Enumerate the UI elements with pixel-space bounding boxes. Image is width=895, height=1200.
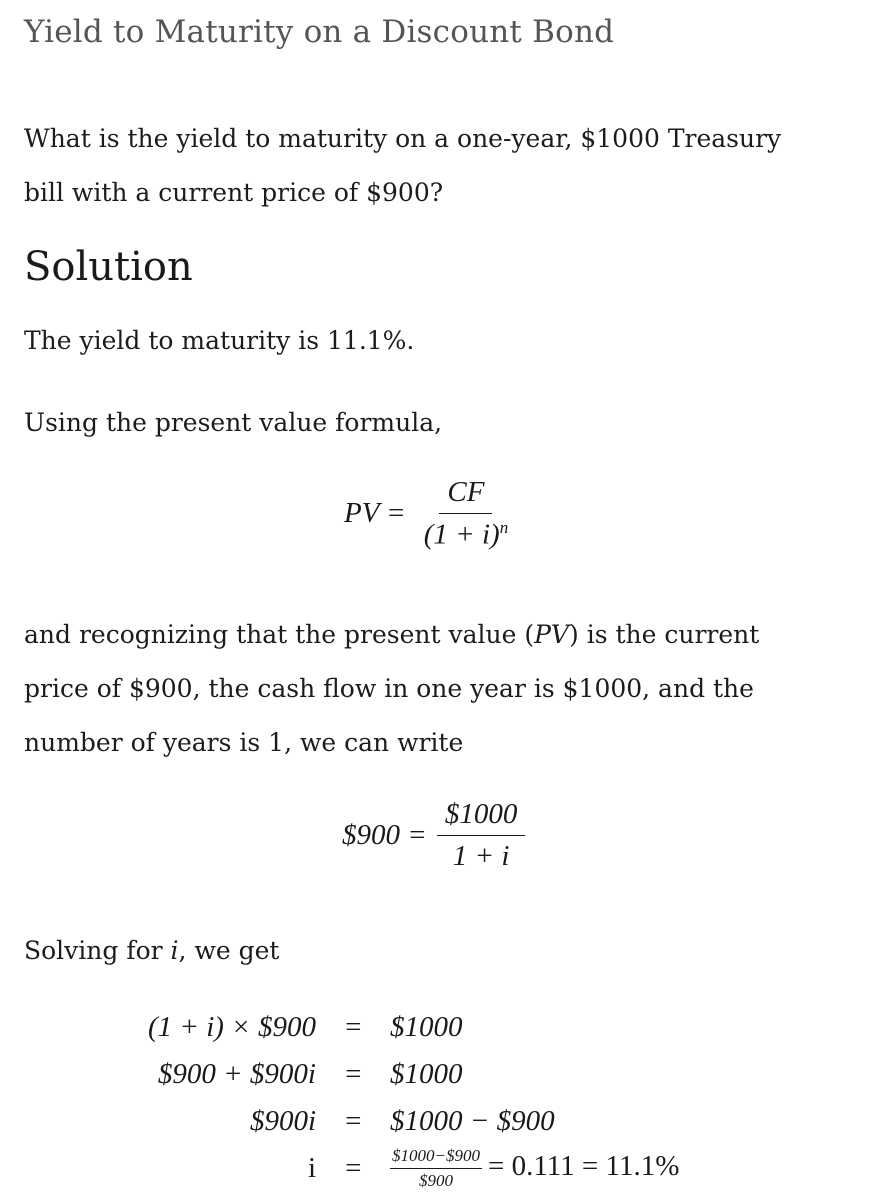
pv-formula-exponent: n	[499, 518, 509, 537]
present-value-formula	[344, 476, 516, 552]
pv-formula-lhs: PV =	[344, 497, 406, 530]
equation-step-2-rhs: $1000	[390, 1058, 463, 1090]
equation-step-3	[108, 1098, 679, 1145]
price-equation-denominator: 1 + i	[452, 840, 510, 872]
equation-step-3-lhs: $900i	[249, 1105, 316, 1137]
explanation-line-1-a: and recognizing that the present value (	[24, 620, 535, 649]
price-equation-lhs: $900 =	[342, 819, 427, 851]
explanation-line-2: price of $900, the cash flow in one year is $1000, and the	[24, 674, 754, 703]
equation-step-4-denominator: $900	[418, 1171, 453, 1190]
equation-step-2-lhs: $900 + $900i	[157, 1058, 316, 1090]
explanation-line-3: number of years is 1, we can write	[24, 728, 464, 757]
explanation-line-1	[24, 608, 759, 662]
equation-step-4-lhs: i	[307, 1152, 316, 1184]
equation-step-4	[108, 1145, 679, 1192]
explanation-text	[24, 608, 759, 770]
price-equation-numerator: $1000	[437, 798, 526, 836]
question-text	[24, 112, 781, 220]
equation-step-2	[108, 1051, 679, 1098]
solving-prefix: Solving for	[24, 936, 171, 965]
equation-step-1-lhs: (1 + i) × $900	[147, 1011, 316, 1043]
equation-step-3-equals: =	[343, 1105, 363, 1137]
pv-formula-denominator-base: (1 + i)	[423, 518, 500, 551]
equation-step-4-rhs-group	[390, 1145, 679, 1192]
equation-step-1-equals: =	[343, 1011, 363, 1043]
question-line-2: bill with a current price of $900?	[24, 178, 444, 207]
equation-step-1	[108, 1004, 679, 1051]
answer-text: The yield to maturity is 11.1%.	[24, 326, 415, 355]
equation-step-4-equals: =	[343, 1152, 363, 1184]
question-line-1: What is the yield to maturity on a one-year, $1000 Treasury	[24, 124, 782, 153]
solving-suffix: , we get	[178, 936, 280, 965]
equation-step-4-fraction	[390, 1146, 482, 1191]
pv-formula-fraction	[416, 476, 516, 552]
solving-variable: i	[170, 936, 179, 965]
equation-step-1-rhs: $1000	[390, 1011, 463, 1043]
equation-step-4-numerator: $1000−$900	[390, 1146, 482, 1169]
solution-heading: Solution	[24, 244, 193, 290]
equation-steps	[108, 1004, 679, 1192]
equation-step-3-rhs: $1000 − $900	[390, 1105, 555, 1137]
explanation-pv-symbol: PV	[534, 620, 569, 649]
solving-text	[24, 924, 279, 978]
price-equation-fraction	[437, 798, 526, 873]
equation-step-2-equals: =	[343, 1058, 363, 1090]
explanation-line-1-b: ) is the current	[569, 620, 760, 649]
page-title: Yield to Maturity on a Discount Bond	[24, 14, 615, 50]
pv-formula-denominator	[416, 514, 516, 552]
price-equation	[342, 798, 525, 873]
pv-formula-numerator: CF	[439, 476, 492, 514]
equation-step-4-result: = 0.111 = 11.1%	[487, 1150, 680, 1183]
using-formula-text: Using the present value formula,	[24, 408, 443, 437]
